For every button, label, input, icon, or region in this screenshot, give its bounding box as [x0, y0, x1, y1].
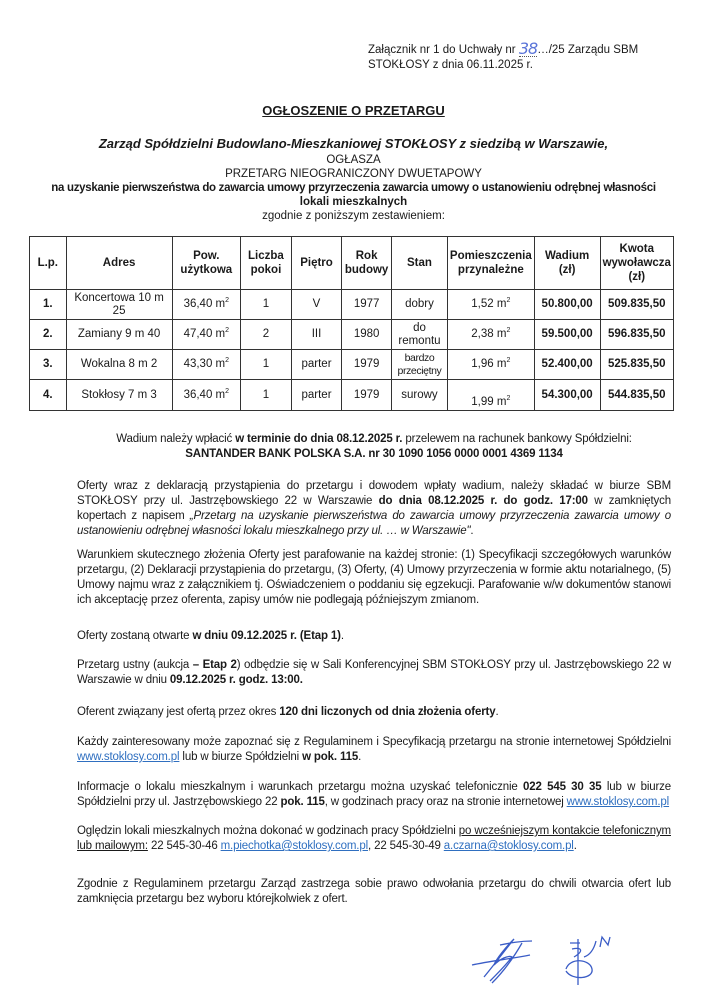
cell-area: 43,30 $m^2$: [172, 350, 241, 380]
col-header-extra-area: Pomieszczenia przynależne: [447, 237, 534, 290]
intro-block: [20, 135, 687, 223]
website-link[interactable]: www.stoklosy.com.pl: [566, 796, 670, 808]
tender-type: PRZETARG NIEOGRANICZONY DWUETAPOWY: [225, 168, 482, 180]
cell-starting-price: 509.835,50: [600, 290, 673, 320]
resolution-number-handwritten: 38: [518, 39, 538, 58]
cell-extra-area: 2,38 $m^2$: [447, 320, 534, 350]
cell-rooms: 1: [241, 380, 292, 411]
signature-1: [470, 935, 540, 985]
cell-deposit: 59.500,00: [534, 320, 600, 350]
table-row: [30, 320, 674, 350]
cell-starting-price: 544.835,50: [600, 380, 673, 411]
col-header-floor: Piętro: [291, 237, 341, 290]
reservation-paragraph: Zgodnie z Regulaminem przetargu Zarząd zastrzega sobie prawo odwołania przetargu do chwili otwarcia ofert lub zamknięcia przetargu bez wyboru którejkolwiek z ofert.: [77, 878, 671, 905]
cell-condition: bardzo przeciętny: [392, 350, 448, 380]
purpose-line-1: na uzyskanie pierwszeństwa do zawarcia umowy przyrzeczenia zawarcia umowy o ustanowieniu odrębnej własności: [51, 182, 656, 194]
col-header-lp: L.p.: [30, 237, 67, 290]
cell-extra-area: 1,96 $m^2$: [447, 350, 534, 380]
cell-year: 1979: [342, 380, 392, 411]
cell-lp: 2.: [30, 320, 67, 350]
board-line: Zarząd Spółdzielni Budowlano-Mieszkaniowej STOKŁOSY z siedzibą w Warszawie,: [98, 136, 609, 151]
cell-starting-price: 596.835,50: [600, 320, 673, 350]
cell-year: 1979: [342, 350, 392, 380]
cell-area: 36,40 $m^2$: [172, 380, 241, 411]
document-title: OGŁOSZENIE O PRZETARGU: [262, 103, 445, 118]
annex-prefix: Załącznik nr 1 do Uchwały nr: [368, 44, 519, 56]
information-paragraph: Informacje o lokalu mieszkalnym i warunkach przetargu można uzyskać telefonicznie 022 545 30 35 lub w biurze Spółdzielni przy ul. Jastrzębowskiego 22 pok. 115, w godzinach pracy oraz na stronie internetowej www.stoklosy.com.pl: [77, 781, 672, 808]
cell-lp: 1.: [30, 290, 67, 320]
col-header-rooms: Liczba pokoi: [241, 237, 292, 290]
cell-deposit: 52.400,00: [534, 350, 600, 380]
cell-deposit: 54.300,00: [534, 380, 600, 411]
col-header-address: Adres: [66, 237, 172, 290]
deposit-info: Wadium należy wpłacić w terminie do dnia 08.12.2025 r. przelewem na rachunek bankowy Spółdzielni: SANTANDER BANK POLSKA S.A. nr 30 1090 1056 0000 0001 4369 1134: [116, 433, 632, 460]
opening-paragraph: Oferty zostaną otwarte w dniu 09.12.2025 r. (Etap 1).: [77, 630, 344, 642]
cell-address: Zamiany 9 m 40: [66, 320, 172, 350]
cell-address: Wokalna 8 m 2: [66, 350, 172, 380]
table-row: [30, 290, 674, 320]
annex-header: [368, 41, 678, 73]
cell-condition: dobry: [392, 290, 448, 320]
cell-area: 47,40 $m^2$: [172, 320, 241, 350]
cell-rooms: 2: [241, 320, 292, 350]
cell-floor: parter: [291, 380, 341, 411]
cell-rooms: 1: [241, 350, 292, 380]
col-header-year: Rok budowy: [342, 237, 392, 290]
cell-year: 1977: [342, 290, 392, 320]
cell-condition: surowy: [392, 380, 448, 411]
email-link-czarna[interactable]: a.czarna@stoklosy.com.pl: [443, 840, 574, 852]
regulations-paragraph: Każdy zainteresowany może zapoznać się z Regulaminem i Specyfikacją przetargu na stronie internetowej Spółdzielni www.stoklosy.com.pl lub w biurze Spółdzielni w pok. 115.: [77, 736, 671, 763]
announces-line: OGŁASZA: [326, 154, 381, 166]
phone-number: 022 545 30 35: [523, 781, 602, 793]
purpose-line-2: lokali mieszkalnych: [299, 196, 408, 208]
according-line: zgodnie z poniższym zestawieniem:: [262, 210, 445, 222]
cell-floor: parter: [291, 350, 341, 380]
cell-extra-area: 1,52 $m^2$: [447, 290, 534, 320]
cell-deposit: 50.800,00: [534, 290, 600, 320]
inspection-paragraph: Oględzin lokali mieszkalnych można dokonać w godzinach pracy Spółdzielni po wcześniejszym kontakcie telefonicznym lub mailowym: 22 545-30-46 m.piechotka@stoklosy.com.pl, 22 545-30-49 a.czarna@stoklosy.com.pl.: [77, 825, 671, 852]
cell-area: 36,40 $m^2$: [172, 290, 241, 320]
signature-2: [560, 935, 620, 990]
table-row: [30, 350, 674, 380]
cell-floor: III: [291, 320, 341, 350]
table-header-row: [30, 237, 674, 290]
cell-year: 1980: [342, 320, 392, 350]
cell-lp: 3.: [30, 350, 67, 380]
annex-date: STOKŁOSY z dnia 06.11.2025 r.: [368, 59, 533, 71]
col-header-starting-price: Kwota wywoławcza (zł): [600, 237, 673, 290]
cell-extra-area: 1,99 $m^2$: [447, 380, 534, 411]
col-header-condition: Stan: [392, 237, 448, 290]
website-link[interactable]: www.stoklosy.com.pl: [77, 751, 180, 763]
cell-rooms: 1: [241, 290, 292, 320]
auction-paragraph: Przetarg ustny (aukcja – Etap 2) odbędzie się w Sali Konferencyjnej SBM STOKŁOSY przy ul. Jastrzębowskiego 22 w Warszawie w dniu 09.12.2025 r. godz. 13:00.: [77, 659, 672, 686]
cell-address: Stokłosy 7 m 3: [66, 380, 172, 411]
cell-address: Koncertowa 10 m 25: [66, 290, 172, 320]
annex-suffix: …/25 Zarządu SBM: [537, 44, 639, 56]
offers-submission: Oferty wraz z deklaracją przystąpienia do przetargu i dowodem wpłaty wadium, należy składać w biurze SBM STOKŁOSY przy ul. Jastrzębowskiego 22 w Warszawie do dnia 08.12.2025 r. do godz. 17:00 w zamkniętych kopertach z napisem „Przetarg na uzyskanie pierwszeństwa do zawarcia umowy przyrzeczenia zawarcia umowy o ustanowieniu odrębnej własności lokalu mieszkalnego przy ul. … w Warszawie".: [77, 480, 671, 537]
offers-table: [29, 236, 674, 411]
cell-starting-price: 525.835,50: [600, 350, 673, 380]
binding-paragraph: Oferent związany jest ofertą przez okres 120 dni liczonych od dnia złożenia oferty.: [77, 706, 499, 718]
cell-lp: 4.: [30, 380, 67, 411]
email-link-piechotka[interactable]: m.piechotka@stoklosy.com.pl: [220, 840, 369, 852]
col-header-area: Pow. użytkowa: [172, 237, 241, 290]
bank-account: SANTANDER BANK POLSKA S.A. nr 30 1090 1056 0000 0001 4369 1134: [185, 448, 563, 460]
cell-condition: do remontu: [392, 320, 448, 350]
conditions-paragraph: Warunkiem skutecznego złożenia Oferty jest parafowanie na każdej stronie: (1) Specyfikacji szczegółowych warunków przetargu, (2) Deklaracji przystąpienia do przetargu, (3) Oferty, (4) Umowy przyrzeczenia w formie aktu notarialnego, (5) Umowy najmu wraz z załącznikiem tj. Oświadczeniem o poddaniu się egzekucji. Parafowanie w/w dokumentów stanowi ich akceptację przez oferenta, zapisy umów nie podlegają późniejszym zmianom.: [77, 549, 671, 606]
cell-floor: V: [291, 290, 341, 320]
col-header-deposit: Wadium (zł): [534, 237, 600, 290]
table-row: [30, 380, 674, 411]
